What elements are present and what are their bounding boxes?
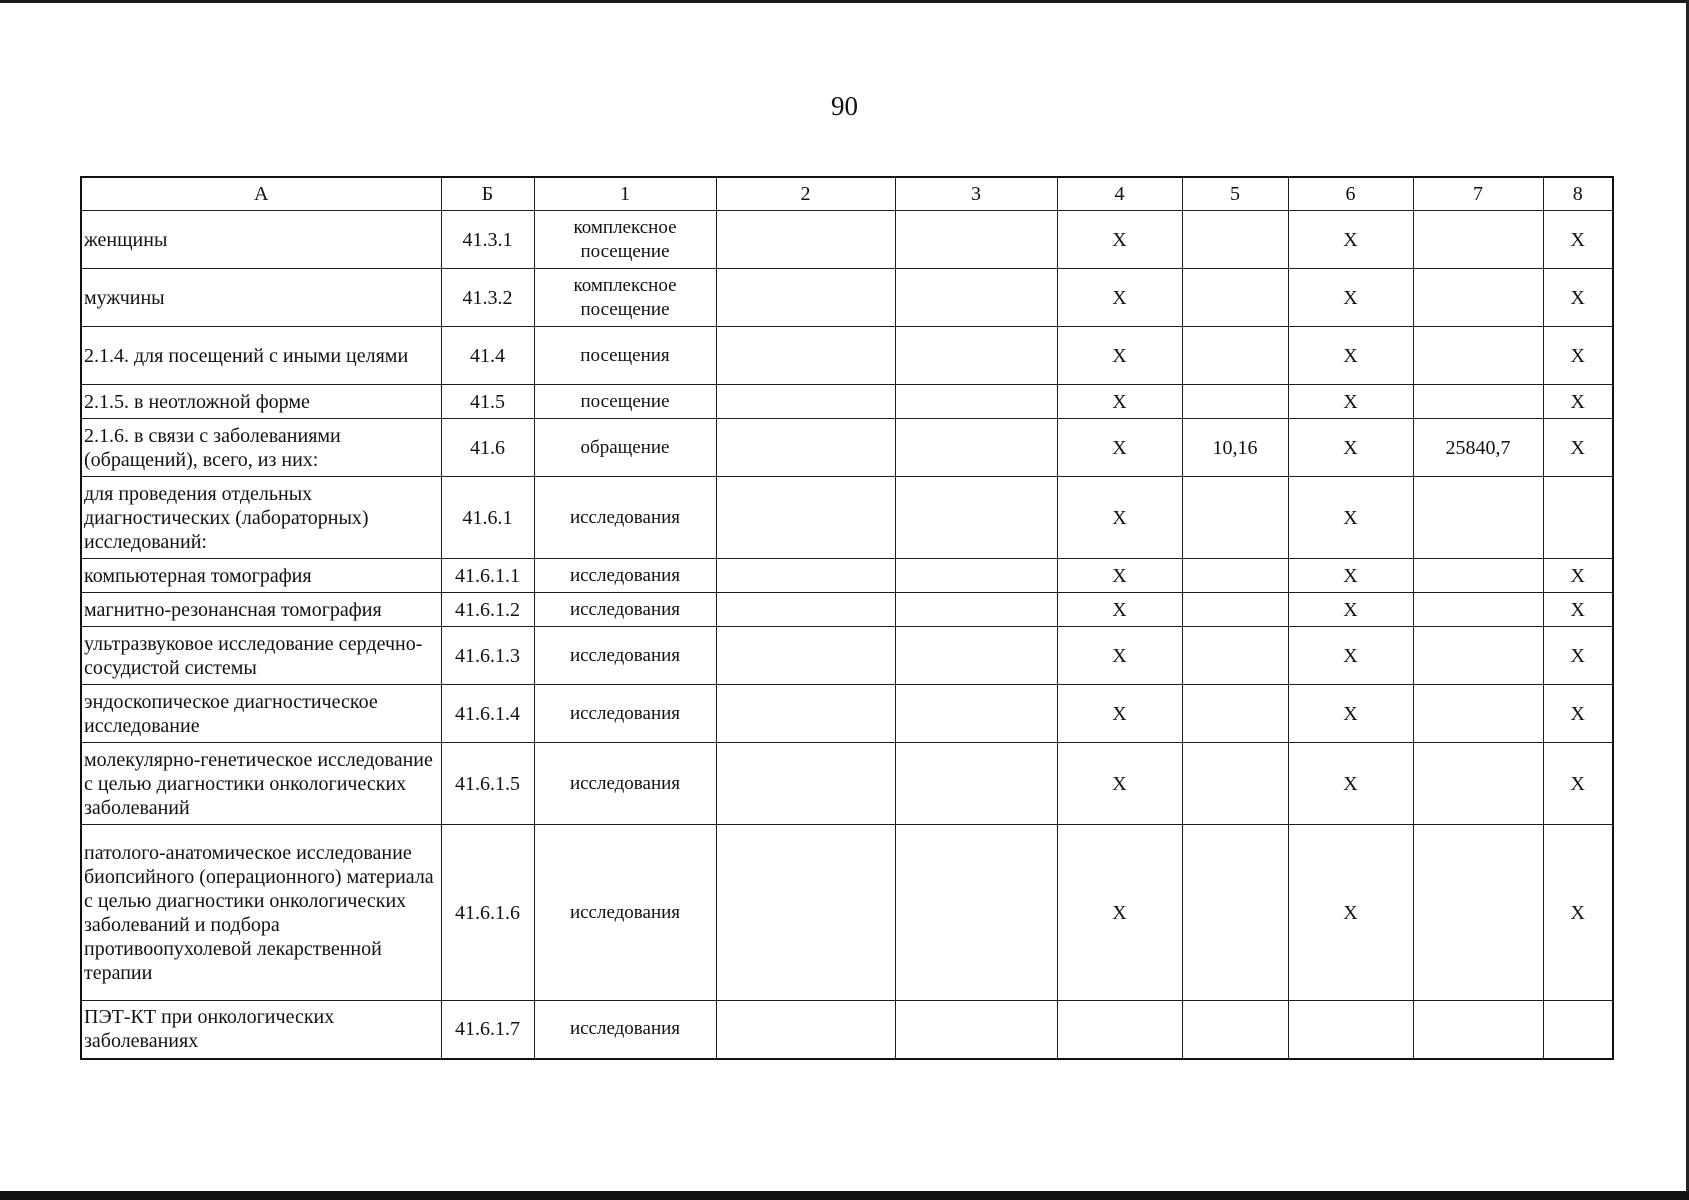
table-row xyxy=(81,327,1613,385)
table-cell: X xyxy=(1543,269,1613,327)
column-header: 8 xyxy=(1543,177,1613,211)
row-code-cell: 41.4 xyxy=(441,327,534,385)
table-cell: X xyxy=(1543,685,1613,743)
table-cell xyxy=(895,627,1057,685)
scan-top-edge xyxy=(0,0,1689,3)
table-cell xyxy=(895,825,1057,1001)
row-name-cell: ультразвуковое исследование сердечно-сосудистой системы xyxy=(81,627,441,685)
table-cell xyxy=(1182,1001,1288,1059)
row-name-cell: компьютерная томография xyxy=(81,559,441,593)
table-row xyxy=(81,685,1613,743)
table-cell xyxy=(895,419,1057,477)
table-cell: X xyxy=(1543,743,1613,825)
table-cell: X xyxy=(1057,211,1182,269)
table-cell: X xyxy=(1288,627,1413,685)
row-code-cell: 41.6 xyxy=(441,419,534,477)
table-cell xyxy=(716,593,895,627)
table-cell xyxy=(1413,477,1543,559)
table-cell: X xyxy=(1057,825,1182,1001)
table-cell: X xyxy=(1288,211,1413,269)
row-name-cell: ПЭТ-КТ при онкологических заболеваниях xyxy=(81,1001,441,1059)
table-cell: X xyxy=(1288,685,1413,743)
table-cell: X xyxy=(1543,385,1613,419)
row-unit-cell: посещение xyxy=(534,385,716,419)
table-cell: X xyxy=(1288,825,1413,1001)
table-row xyxy=(81,385,1613,419)
row-name-cell: 2.1.6. в связи с заболеваниями (обращений), всего, из них: xyxy=(81,419,441,477)
table-cell xyxy=(1413,211,1543,269)
table-cell: X xyxy=(1057,559,1182,593)
column-header: 4 xyxy=(1057,177,1182,211)
table-cell: X xyxy=(1543,627,1613,685)
table-cell xyxy=(1413,1001,1543,1059)
table-cell xyxy=(1413,559,1543,593)
page-number: 90 xyxy=(831,91,858,121)
table-cell: X xyxy=(1543,327,1613,385)
table-row xyxy=(81,419,1613,477)
table-row xyxy=(81,593,1613,627)
table-cell xyxy=(1182,327,1288,385)
table-header-row xyxy=(81,177,1613,211)
table-cell xyxy=(1413,743,1543,825)
table-cell xyxy=(1182,825,1288,1001)
table-cell xyxy=(895,327,1057,385)
table-cell xyxy=(895,269,1057,327)
table-cell: X xyxy=(1057,593,1182,627)
table-cell xyxy=(716,269,895,327)
row-unit-cell: комплексное посещение xyxy=(534,269,716,327)
table-cell xyxy=(1413,385,1543,419)
row-code-cell: 41.6.1.1 xyxy=(441,559,534,593)
table-cell xyxy=(1182,743,1288,825)
table-cell xyxy=(1057,1001,1182,1059)
column-header: 7 xyxy=(1413,177,1543,211)
row-code-cell: 41.3.2 xyxy=(441,269,534,327)
table-cell: X xyxy=(1288,593,1413,627)
table-cell xyxy=(1413,593,1543,627)
table-cell xyxy=(716,627,895,685)
table-cell xyxy=(716,477,895,559)
row-unit-cell: обращение xyxy=(534,419,716,477)
table-cell xyxy=(895,385,1057,419)
table-cell xyxy=(716,419,895,477)
table-cell: X xyxy=(1288,269,1413,327)
row-unit-cell: исследования xyxy=(534,559,716,593)
table-cell: X xyxy=(1543,825,1613,1001)
table-row xyxy=(81,477,1613,559)
data-table xyxy=(80,176,1614,1060)
table-cell xyxy=(1182,627,1288,685)
row-unit-cell: исследования xyxy=(534,825,716,1001)
table-cell xyxy=(1182,559,1288,593)
row-code-cell: 41.6.1.4 xyxy=(441,685,534,743)
table-cell xyxy=(1543,1001,1613,1059)
scan-bottom-edge xyxy=(0,1191,1689,1200)
column-header: А xyxy=(81,177,441,211)
table-cell xyxy=(1182,477,1288,559)
table-cell: X xyxy=(1543,593,1613,627)
column-header: 5 xyxy=(1182,177,1288,211)
table-cell: X xyxy=(1057,627,1182,685)
table-cell xyxy=(1182,385,1288,419)
row-name-cell: 2.1.4. для посещений с иными целями xyxy=(81,327,441,385)
row-unit-cell: исследования xyxy=(534,1001,716,1059)
row-unit-cell: исследования xyxy=(534,685,716,743)
row-name-cell: женщины xyxy=(81,211,441,269)
table-row xyxy=(81,627,1613,685)
table-row xyxy=(81,743,1613,825)
table-cell xyxy=(1413,685,1543,743)
row-code-cell: 41.3.1 xyxy=(441,211,534,269)
table-row xyxy=(81,559,1613,593)
row-name-cell: для проведения отдельных диагностических (лабораторных) исследований: xyxy=(81,477,441,559)
row-code-cell: 41.5 xyxy=(441,385,534,419)
table-cell: X xyxy=(1057,385,1182,419)
row-unit-cell: исследования xyxy=(534,743,716,825)
table-cell xyxy=(1413,269,1543,327)
table-cell: 10,16 xyxy=(1182,419,1288,477)
table-cell: X xyxy=(1288,477,1413,559)
row-code-cell: 41.6.1.7 xyxy=(441,1001,534,1059)
row-unit-cell: исследования xyxy=(534,627,716,685)
table-cell: 25840,7 xyxy=(1413,419,1543,477)
table-cell: X xyxy=(1543,211,1613,269)
row-name-cell: молекулярно-генетическое исследование с целью диагностики онкологических заболеваний xyxy=(81,743,441,825)
table-cell xyxy=(716,743,895,825)
table-cell xyxy=(716,327,895,385)
row-code-cell: 41.6.1.6 xyxy=(441,825,534,1001)
table-cell xyxy=(716,211,895,269)
table-cell: X xyxy=(1057,419,1182,477)
table-cell: X xyxy=(1057,327,1182,385)
table-cell: X xyxy=(1057,685,1182,743)
row-code-cell: 41.6.1 xyxy=(441,477,534,559)
table-cell: X xyxy=(1543,559,1613,593)
table-cell: X xyxy=(1288,419,1413,477)
table-cell xyxy=(1182,685,1288,743)
row-code-cell: 41.6.1.3 xyxy=(441,627,534,685)
row-name-cell: эндоскопическое диагностическое исследование xyxy=(81,685,441,743)
table-cell xyxy=(1543,477,1613,559)
row-unit-cell: исследования xyxy=(534,477,716,559)
row-code-cell: 41.6.1.5 xyxy=(441,743,534,825)
row-name-cell: мужчины xyxy=(81,269,441,327)
table-cell: X xyxy=(1288,327,1413,385)
table-cell: X xyxy=(1057,477,1182,559)
row-name-cell: магнитно-резонансная томография xyxy=(81,593,441,627)
table-cell xyxy=(895,1001,1057,1059)
table-cell xyxy=(716,825,895,1001)
table-cell xyxy=(895,685,1057,743)
table-cell xyxy=(1182,269,1288,327)
row-code-cell: 41.6.1.2 xyxy=(441,593,534,627)
table-cell xyxy=(895,211,1057,269)
table-cell: X xyxy=(1057,269,1182,327)
table-cell xyxy=(1413,627,1543,685)
row-name-cell: патолого-анатомическое исследование биопсийного (операционного) материала с целью диагностики онкологических заболеваний и подбора противоопухолевой лекарственной терапии xyxy=(81,825,441,1001)
row-unit-cell: исследования xyxy=(534,593,716,627)
table-cell xyxy=(1413,825,1543,1001)
row-unit-cell: комплексное посещение xyxy=(534,211,716,269)
table-cell: X xyxy=(1543,419,1613,477)
table-cell xyxy=(716,685,895,743)
table-cell xyxy=(716,1001,895,1059)
table-cell: X xyxy=(1288,559,1413,593)
table-cell: X xyxy=(1057,743,1182,825)
table-row xyxy=(81,1001,1613,1059)
table-cell xyxy=(895,743,1057,825)
column-header: 3 xyxy=(895,177,1057,211)
table-cell xyxy=(895,559,1057,593)
column-header: 1 xyxy=(534,177,716,211)
table-cell xyxy=(1413,327,1543,385)
row-unit-cell: посещения xyxy=(534,327,716,385)
table-cell: X xyxy=(1288,743,1413,825)
table-cell xyxy=(1182,211,1288,269)
table-cell: X xyxy=(1288,385,1413,419)
table-row xyxy=(81,211,1613,269)
table-row xyxy=(81,269,1613,327)
row-name-cell: 2.1.5. в неотложной форме xyxy=(81,385,441,419)
column-header: 2 xyxy=(716,177,895,211)
table-cell xyxy=(716,385,895,419)
table-cell xyxy=(895,593,1057,627)
column-header: 6 xyxy=(1288,177,1413,211)
table-cell xyxy=(1288,1001,1413,1059)
table-row xyxy=(81,825,1613,1001)
table-cell xyxy=(895,477,1057,559)
table-cell xyxy=(1182,593,1288,627)
column-header: Б xyxy=(441,177,534,211)
table-cell xyxy=(716,559,895,593)
